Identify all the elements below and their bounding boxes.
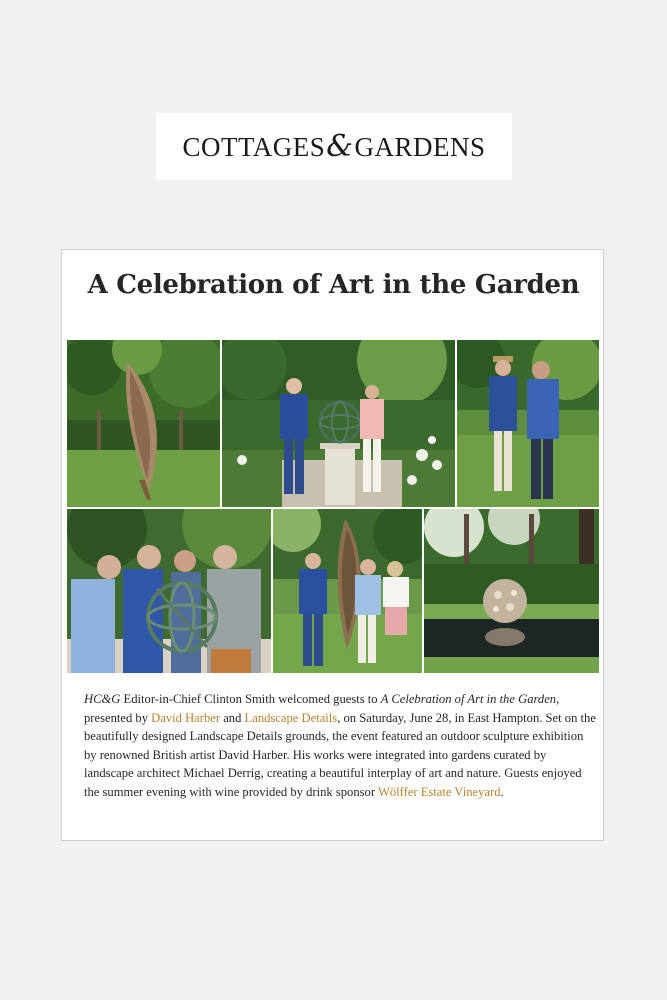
photo-two-men-in-garden[interactable]: [457, 340, 599, 507]
photo-guests-beside-tall-sculpture[interactable]: [273, 509, 422, 673]
brand-logo[interactable]: [156, 113, 512, 180]
photo-armillary-sphere-with-guests[interactable]: [222, 340, 455, 507]
event-name: A Celebration of Art in the Garden,: [380, 692, 560, 706]
article-caption: HC&G Editor-in-Chief Clinton Smith welcomed guests to A Celebration of Art in the Garden, presented by David Harber and Landscape Details, on Saturday, June 28, in East Hampton. Set on the beautifully designed Landscape Details grounds, the event featured an outdoor sculpture exhibition by renowned British artist David Harber. His works were integrated into gardens curated by landscape architect Michael Derrig, creating a beautiful interplay of art and nature. Guests enjoyed the summer evening with wine provided by drink sponsor Wölffer Estate Vineyard.: [84, 692, 596, 799]
article-title: A Celebration of Art in the Garden: [87, 270, 580, 300]
publication-name: HC&G: [84, 692, 121, 706]
photo-guests-examining-sphere[interactable]: [67, 509, 271, 673]
link-landscape-details[interactable]: Landscape Details: [244, 710, 338, 725]
photo-sphere-sculpture-reflecting-pool[interactable]: [424, 509, 599, 673]
brand-logo-text: COTTAGES&GARDENS: [182, 129, 486, 164]
link-david-harber[interactable]: David Harber: [151, 710, 221, 725]
photo-bronze-leaf-sculpture[interactable]: [67, 340, 220, 507]
link-wolffer-estate-vineyard[interactable]: Wölffer Estate Vineyard: [377, 784, 501, 799]
